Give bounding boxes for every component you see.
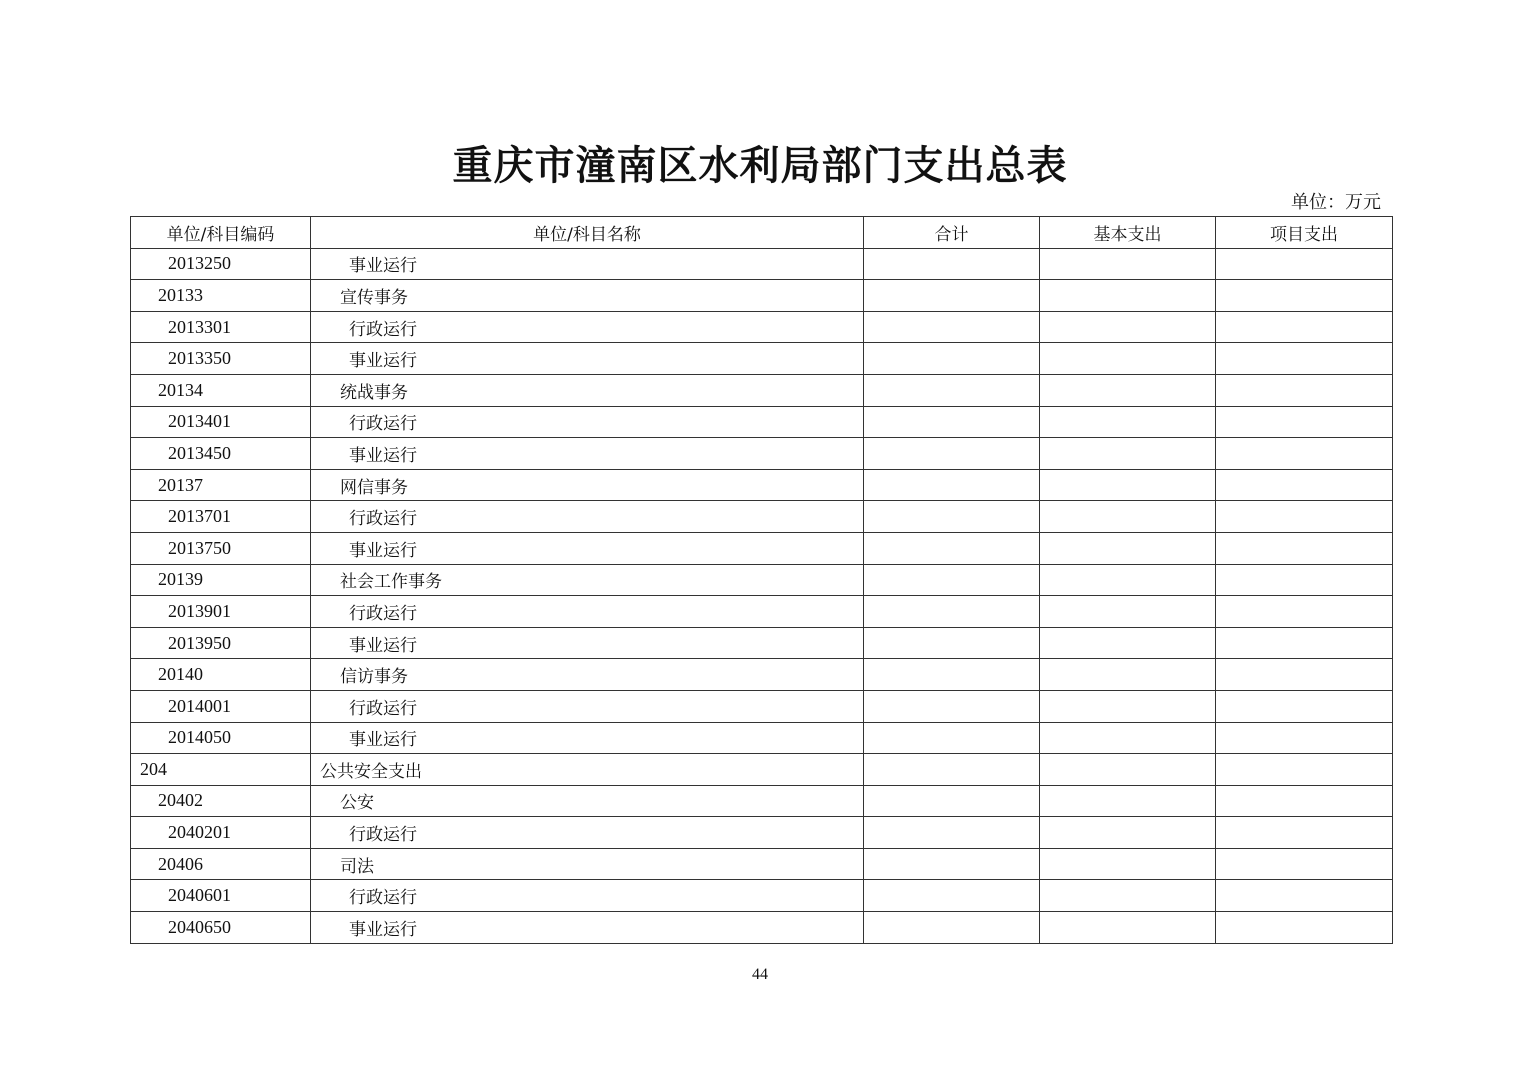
row-basic-cell (1040, 532, 1216, 564)
row-basic-cell (1040, 880, 1216, 912)
row-total-cell (864, 406, 1040, 438)
table-row (131, 343, 1393, 375)
row-total-cell (864, 659, 1040, 691)
row-name-cell: 事业运行 (311, 912, 864, 944)
row-total-cell (864, 785, 1040, 817)
table-row (131, 469, 1393, 501)
row-basic-cell (1040, 564, 1216, 596)
row-total-cell (864, 532, 1040, 564)
row-code-cell: 2014001 (131, 690, 311, 722)
page-number: 44 (752, 966, 768, 983)
header-total: 合计 (864, 217, 1040, 249)
row-project-cell (1216, 311, 1393, 343)
row-name-cell: 事业运行 (311, 248, 864, 280)
header-project: 项目支出 (1216, 217, 1393, 249)
row-project-cell (1216, 785, 1393, 817)
row-name-cell: 事业运行 (311, 438, 864, 470)
row-basic-cell (1040, 311, 1216, 343)
row-project-cell (1216, 343, 1393, 375)
row-project-cell (1216, 374, 1393, 406)
row-code-cell: 20133 (131, 280, 311, 312)
row-total-cell (864, 690, 1040, 722)
expenditure-table (130, 216, 1393, 944)
row-code-cell: 2013450 (131, 438, 311, 470)
row-name-cell: 事业运行 (311, 532, 864, 564)
row-total-cell (864, 817, 1040, 849)
row-basic-cell (1040, 469, 1216, 501)
row-project-cell (1216, 754, 1393, 786)
header-name: 单位/科目名称 (311, 217, 864, 249)
row-name-cell: 行政运行 (311, 880, 864, 912)
table-row (131, 912, 1393, 944)
row-name-cell: 事业运行 (311, 722, 864, 754)
row-name-cell: 行政运行 (311, 596, 864, 628)
row-code-cell: 20137 (131, 469, 311, 501)
row-total-cell (864, 722, 1040, 754)
table-row (131, 659, 1393, 691)
row-total-cell (864, 627, 1040, 659)
row-basic-cell (1040, 722, 1216, 754)
row-project-cell (1216, 848, 1393, 880)
row-basic-cell (1040, 817, 1216, 849)
unit-label: 单位：万元 (1291, 192, 1381, 213)
row-name-cell: 公安 (311, 785, 864, 817)
row-code-cell: 2013750 (131, 532, 311, 564)
row-total-cell (864, 343, 1040, 375)
row-code-cell: 2013301 (131, 311, 311, 343)
row-code-cell: 20140 (131, 659, 311, 691)
table-row (131, 406, 1393, 438)
table-body (131, 248, 1393, 943)
row-project-cell (1216, 659, 1393, 691)
row-total-cell (864, 880, 1040, 912)
row-name-cell: 行政运行 (311, 501, 864, 533)
row-total-cell (864, 248, 1040, 280)
table-row (131, 880, 1393, 912)
row-basic-cell (1040, 754, 1216, 786)
row-project-cell (1216, 817, 1393, 849)
row-basic-cell (1040, 596, 1216, 628)
row-total-cell (864, 912, 1040, 944)
row-name-cell: 事业运行 (311, 343, 864, 375)
table-row (131, 848, 1393, 880)
row-name-cell: 行政运行 (311, 690, 864, 722)
row-code-cell: 20134 (131, 374, 311, 406)
row-total-cell (864, 596, 1040, 628)
row-project-cell (1216, 912, 1393, 944)
row-name-cell: 网信事务 (311, 469, 864, 501)
row-total-cell (864, 564, 1040, 596)
row-basic-cell (1040, 690, 1216, 722)
row-basic-cell (1040, 248, 1216, 280)
row-code-cell: 2040601 (131, 880, 311, 912)
row-project-cell (1216, 880, 1393, 912)
row-code-cell: 2013701 (131, 501, 311, 533)
row-code-cell: 2013350 (131, 343, 311, 375)
row-total-cell (864, 848, 1040, 880)
row-code-cell: 2040201 (131, 817, 311, 849)
table-row (131, 374, 1393, 406)
row-total-cell (864, 280, 1040, 312)
row-basic-cell (1040, 374, 1216, 406)
row-project-cell (1216, 280, 1393, 312)
row-project-cell (1216, 722, 1393, 754)
row-code-cell: 204 (131, 754, 311, 786)
row-code-cell: 2040650 (131, 912, 311, 944)
header-basic: 基本支出 (1040, 217, 1216, 249)
table-row (131, 501, 1393, 533)
row-name-cell: 公共安全支出 (311, 754, 864, 786)
row-total-cell (864, 311, 1040, 343)
table-row (131, 532, 1393, 564)
row-project-cell (1216, 438, 1393, 470)
row-name-cell: 行政运行 (311, 406, 864, 438)
row-project-cell (1216, 532, 1393, 564)
row-basic-cell (1040, 785, 1216, 817)
header-code: 单位/科目编码 (131, 217, 311, 249)
row-name-cell: 司法 (311, 848, 864, 880)
row-code-cell: 20406 (131, 848, 311, 880)
row-total-cell (864, 469, 1040, 501)
row-basic-cell (1040, 343, 1216, 375)
table-row (131, 311, 1393, 343)
row-project-cell (1216, 690, 1393, 722)
table-row (131, 754, 1393, 786)
row-project-cell (1216, 406, 1393, 438)
row-basic-cell (1040, 848, 1216, 880)
page-title: 重庆市潼南区水利局部门支出总表 (452, 142, 1068, 189)
row-project-cell (1216, 469, 1393, 501)
row-total-cell (864, 374, 1040, 406)
row-code-cell: 20402 (131, 785, 311, 817)
row-total-cell (864, 754, 1040, 786)
row-name-cell: 统战事务 (311, 374, 864, 406)
table-row (131, 690, 1393, 722)
row-total-cell (864, 501, 1040, 533)
table-row (131, 564, 1393, 596)
row-basic-cell (1040, 501, 1216, 533)
row-project-cell (1216, 501, 1393, 533)
table-header-row (131, 217, 1393, 249)
row-total-cell (864, 438, 1040, 470)
row-basic-cell (1040, 659, 1216, 691)
row-name-cell: 行政运行 (311, 817, 864, 849)
row-code-cell: 2014050 (131, 722, 311, 754)
row-name-cell: 宣传事务 (311, 280, 864, 312)
row-basic-cell (1040, 406, 1216, 438)
row-code-cell: 2013950 (131, 627, 311, 659)
row-name-cell: 社会工作事务 (311, 564, 864, 596)
row-code-cell: 20139 (131, 564, 311, 596)
row-basic-cell (1040, 280, 1216, 312)
table-row (131, 722, 1393, 754)
table-row (131, 817, 1393, 849)
row-basic-cell (1040, 438, 1216, 470)
row-name-cell: 事业运行 (311, 627, 864, 659)
row-project-cell (1216, 596, 1393, 628)
row-name-cell: 信访事务 (311, 659, 864, 691)
table-row (131, 785, 1393, 817)
table-row (131, 248, 1393, 280)
row-code-cell: 2013901 (131, 596, 311, 628)
row-name-cell: 行政运行 (311, 311, 864, 343)
table-row (131, 627, 1393, 659)
row-basic-cell (1040, 912, 1216, 944)
row-project-cell (1216, 627, 1393, 659)
row-code-cell: 2013401 (131, 406, 311, 438)
row-project-cell (1216, 248, 1393, 280)
row-project-cell (1216, 564, 1393, 596)
table-row (131, 596, 1393, 628)
table-row (131, 280, 1393, 312)
row-code-cell: 2013250 (131, 248, 311, 280)
table-row (131, 438, 1393, 470)
row-basic-cell (1040, 627, 1216, 659)
